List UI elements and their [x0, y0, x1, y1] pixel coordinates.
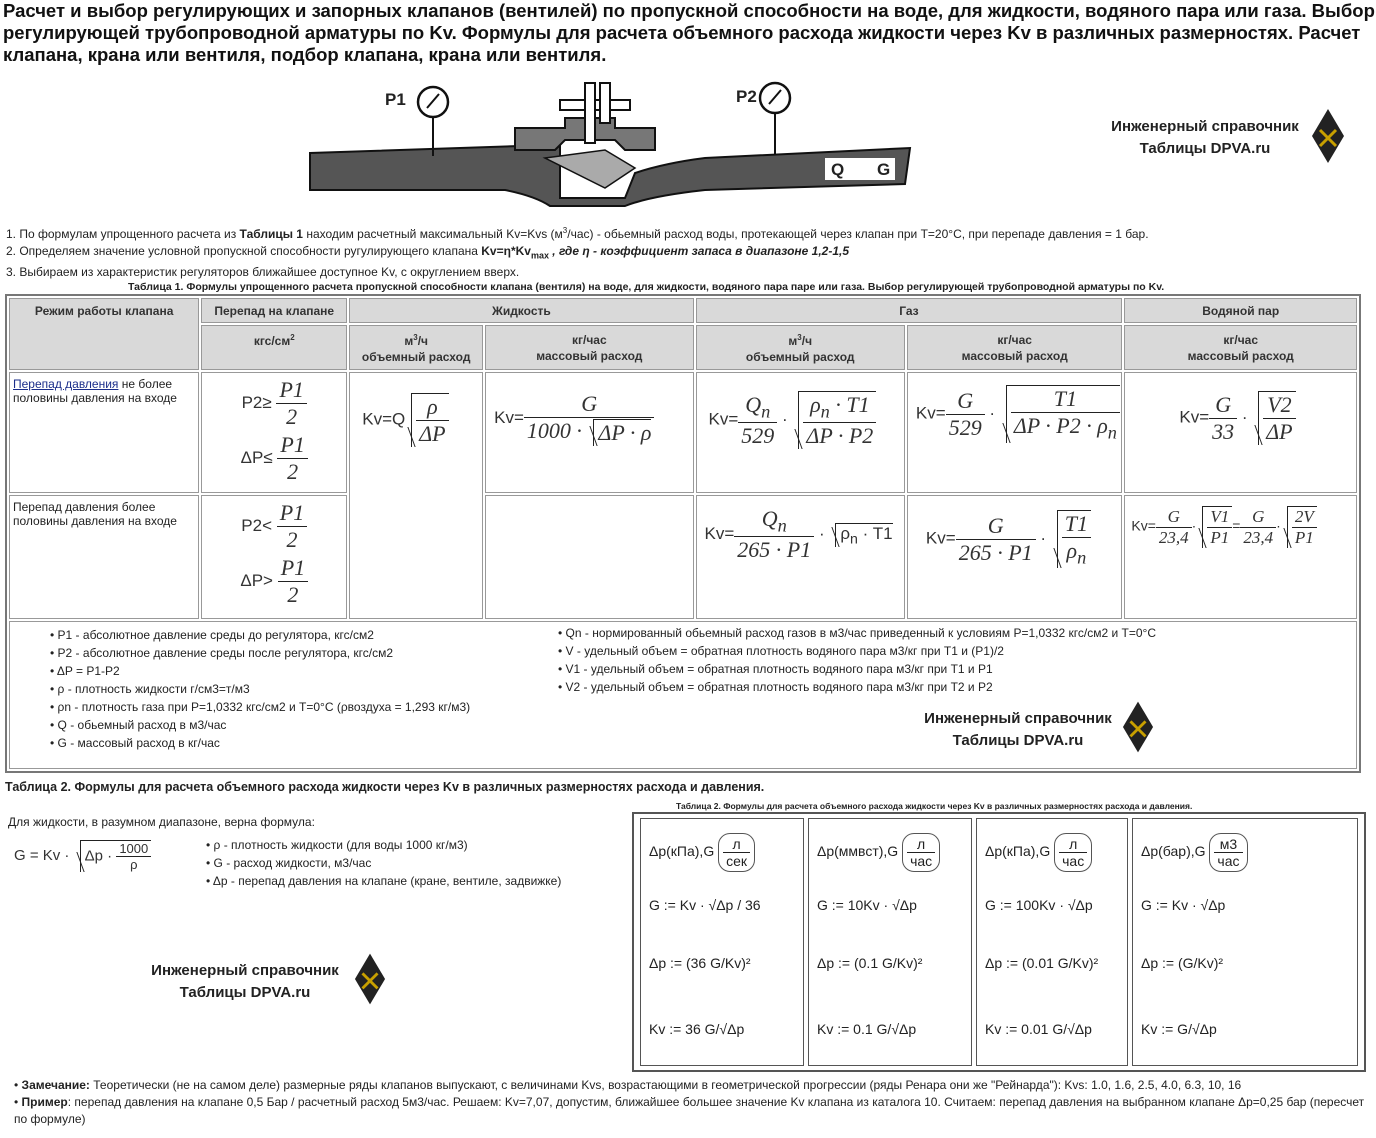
- header-liquid: Жидкость: [349, 298, 693, 323]
- steps-list: [6, 222, 1149, 281]
- label-q: Q: [831, 160, 845, 179]
- note-example: • Пример: перепад давления на клапане 0,5 Бар / расчетный расход 5м3/час. Решаем: Kv=7,07, допустим, ближайшее большее значение Kv клапана из каталога 10. Считаем: перепад давления на выбранном клапане Δр=0,25 бар (пересчет по формуле): [14, 1095, 1365, 1126]
- dpva-logo-icon-2: [1122, 700, 1154, 754]
- table2-col-3: Δp(кПа),G $\frac{л}{\text{час}}$ G := 100Kv · √Δp Δp := (0.01 G/Kv)² Kv := 0.01 G/√Δp: [976, 818, 1128, 1066]
- row2-mode: Перепад давления более половины давления на входе: [9, 495, 199, 619]
- table2-col-2: Δp(ммвст),G $\frac{л}{\text{час}}$ G := 10Kv · √Δp Δp := (0.1 G/Kv)² Kv := 0.1 G/√Δp: [808, 818, 972, 1066]
- unit-liquid-mass: кг/час массовый расход: [485, 325, 693, 370]
- gas-mass-formula-1: Kv= $\frac{G}{529}$ · $\frac{T1}{\Delta P \cdot P2 \cdot \rho_n}$: [907, 372, 1122, 493]
- header-steam: Водяной пар: [1124, 298, 1357, 323]
- table2-bullets: • ρ - плотность жидкости (для воды 1000 кг/м3) • G - расход жидкости, м3/час • Δp - перепад давления на клапане (кране, вентиле, задвижке): [206, 836, 561, 890]
- brand-block-3: Инженерный справочник Таблицы DPVA.ru: [151, 962, 339, 1001]
- page-title: Расчет и выбор регулирующих и запорных клапанов (вентилей) по пропускной способности на воде, для жидкости, водяного пара или газа. Выбор регулирующей трубопроводной арматуры по Kv. Формулы для расчета объемного расхода жидкости через Kv в различных размерностях. Расчет клапана, крана или вентиля, подбор клапана, крана или вентиля.: [3, 0, 1375, 65]
- dpva-logo-icon: [1311, 108, 1345, 164]
- notes: [14, 1077, 1372, 1128]
- dpva-logo-icon-3: [354, 952, 386, 1006]
- steam-formula-2: Kv= $\frac{G}{23,4}$ · $\frac{V1}{P1}$ = $\frac{G}{23,4}$ · $\frac{2V}{P1}$: [1124, 495, 1357, 619]
- legend-left: • P1 - абсолютное давление среды до регулятора, кгс/см2 • P2 - абсолютное давление среды после регулятора, кгс/см2 • ΔP = P1-P2 • ρ - плотность жидкости г/см3=т/м3 • ρn - плотность газа при P=1,0332 кгс/см2 и T=0°C (ρвоздуха = 1,293 кг/м3) • Q - обьемный расход в м3/час • G - массовый расход в кг/час: [50, 626, 470, 752]
- steam-formula-1: Kv= $\frac{G}{33}$ · $\frac{V2}{\Delta P}$: [1124, 372, 1357, 493]
- gas-vol-formula-2: Kv= $\frac{Q_n}{265 \cdot P1}$ · $\rho_n \cdot T1$: [696, 495, 905, 619]
- label-g: G: [877, 160, 891, 179]
- unit-kgs: кгс/$см^2$: [201, 325, 347, 370]
- pressure-drop-link[interactable]: Перепад давления: [13, 377, 119, 391]
- unit-gas-vol: $м^3/ч$ объемный расход: [696, 325, 905, 370]
- unit-liquid-vol: $м^3/ч$ объемный расход: [349, 325, 483, 370]
- header-mode: Режим работы клапана: [9, 298, 199, 370]
- step-2: 2. Определяем значение условной пропускной способности ругулирующего клапана $Kv=\eta*Kv_{max}$ , где η - коэффициент запаса в диапазоне 1,2-1,5: [6, 244, 850, 261]
- row2-drop: P2< $\frac{P1}{2}$ ΔP> $\frac{P1}{2}$: [201, 495, 347, 619]
- table2: [632, 812, 1366, 1072]
- header-gas: Газ: [696, 298, 1123, 323]
- table2-small-caption: Таблица 2. Формулы для расчета объемного расхода жидкости через Kv в различных размерностях расхода и давления.: [676, 801, 1193, 811]
- liquid-mass-empty: [485, 495, 693, 619]
- legend-right: • Qn - нормированный обьемный расход газов в м3/час приведенный к условиям P=1,0332 кгс/см2 и T=0°C • V - удельный объем = обратная плотность водяного пара м3/кг при T1 и (P1)/2 • V1 - удельный объем = обратная плотность водяного пара м3/кг при T1 и P1 • V2 - удельный объем = обратная плотность водяного пара м3/кг при T2 и P2: [558, 624, 1156, 696]
- row1-drop: P2≥ $\frac{P1}{2}$ ΔP≤ $\frac{P1}{2}$: [201, 372, 347, 493]
- liquid-vol-formula: Kv=Q $\frac{\rho}{\Delta P}$: [349, 372, 483, 619]
- row1-mode: Перепад давления не более половины давления на входе: [9, 372, 199, 493]
- step-1: 1. По формулам упрощенного расчета из Таблицы 1 находим расчетный максимальный Kv=Kvs $(м^3/час)$ - обьемный расход воды, протекающей через клапан при T=20°C, при перепаде давления = 1 бар.: [6, 226, 1149, 241]
- header-drop: Перепад на клапане: [201, 298, 347, 323]
- table1: [5, 294, 1361, 773]
- liquid-mass-formula: Kv= $\frac{G}{1000 \cdot \Delta P \cdot \rho}$: [485, 372, 693, 493]
- gas-vol-formula-1: Kv= $\frac{Q_n}{529}$ · $\frac{\rho_n \cdot T1}{\Delta P \cdot P2}$: [696, 372, 905, 493]
- table2-col-1: Δp(кПа),G $\frac{л}{\text{сек}}$ G := Kv · √Δp / 36 Δp := (36 G/Kv)² Kv := 36 G/√Δp: [640, 818, 804, 1066]
- liquid-general-formula: G = Kv · Δp · $\frac{1000}{\rho}$: [14, 840, 151, 872]
- table2-caption: Таблица 2. Формулы для расчета объемного расхода жидкости через Kv в различных размерностях расхода и давления.: [5, 780, 765, 794]
- table1-caption: Таблица 1. Формулы упрощенного расчета пропускной способности клапана (вентиля) на воде, для жидкости, водяного пара паре или газа. Выбор регулирующей трубопроводной арматуры по Kv.: [128, 281, 1165, 293]
- label-p2: P2: [736, 87, 757, 106]
- legend-cell: [9, 621, 1357, 769]
- gas-mass-formula-2: Kv= $\frac{G}{265 \cdot P1}$ · $\frac{T1}{\rho_n}$: [907, 495, 1122, 619]
- table2-intro: Для жидкости, в разумном диапазоне, верна формула:: [8, 815, 315, 829]
- step-3: 3. Выбираем из характеристик регуляторов ближайшее доступное Kv, с округлением вверх.: [6, 265, 520, 280]
- note-remark: • Замечание: Теоретически (не на самом деле) размерные ряды клапанов выпускают, с величинами Kvs, возрастающими в геометрической прогрессии (ряды Ренара они же "Рейнарда"): Kvs: 1.0, 1.6, 2.5, 4.0, 6.3, 10, 16: [14, 1078, 1242, 1092]
- brand-block: Инженерный справочник Таблицы DPVA.ru: [1111, 118, 1299, 157]
- unit-gas-mass: кг/час массовый расход: [907, 325, 1122, 370]
- table2-col-4: Δp(бар),G $\frac{м3}{\text{час}}$ G := Kv · √Δp Δp := (G/Kv)² Kv := G/√Δp: [1132, 818, 1358, 1066]
- brand-block-2: Инженерный справочник Таблицы DPVA.ru: [924, 710, 1112, 749]
- label-p1: P1: [385, 90, 406, 109]
- unit-steam-mass: кг/час массовый расход: [1124, 325, 1357, 370]
